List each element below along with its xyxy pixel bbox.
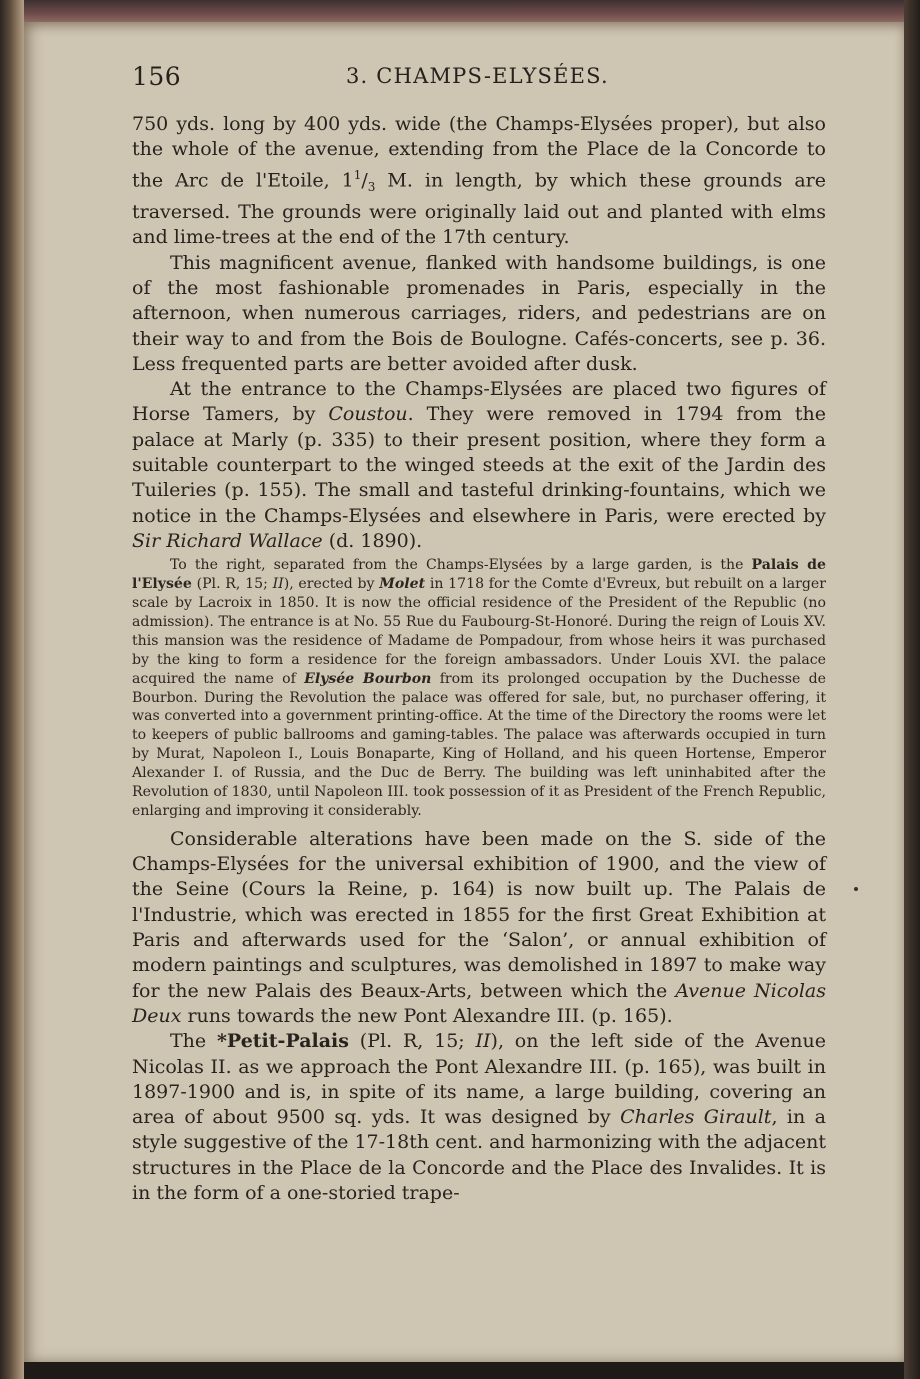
page-header [132,62,832,96]
fraction-denominator: 3 [367,179,376,194]
book-top-edge [24,0,904,22]
architect-molet: Molet [379,576,426,593]
book-spine-edge [0,0,24,1379]
architect-girault: Charles Girault [620,1106,772,1129]
margin-mark [854,887,858,891]
elysee-bourbon: Elysée Bourbon [304,670,432,687]
body-text [132,112,826,1206]
paragraph-1: 750 yds. long by 400 yds. wide (the Champs-Elysées proper), but also the whole of the avenue, extending from the Place de la Concorde to the Arc de l'Etoile, $1^1/_3$ M. in length, by which these grounds are traversed. The grounds were originally laid out and planted with elms and lime-trees at the end of the 17th century. [132,113,826,249]
small-print-note: To the right, separated from the Champs-Elysées by a large garden, is the Palais de l'Elysée (Pl. R, 15; II), erected by Molet in 1718 for the Comte d'Evreux, but rebuilt on a larger scale by Lacroix in 1850. It is now the official residence of the President of the Republic (no admission). The entrance is at No. 55 Rue du Faubourg-St-Honoré. During the reign of Louis XV. this mansion was the residence of Madame de Pompadour, from whose heirs it was purchased by the king to form a residence for the foreign ambassadors. Under Louis XVI. the palace acquired the name of Elysée Bourbon from its prolonged occupation by the Duchesse de Bourbon. During the Revolution the palace was offered for sale, but, no purchaser offering, it was converted into a government printing-office. At the time of the Directory the rooms were let to keepers of public ballrooms and gaming-tables. The palace was afterwards occupied in turn by Murat, Napoleon I., Louis Bonaparte, King of Holland, and his queen Hortense, Emperor Alexander I. of Russia, and the Duc de Berry. The building was left uninhabited after the Revolution of 1830, until Napoleon III. took possession of it as President of the French Republic, enlarging and improving it considerably. [132,557,827,819]
palais-elysee: Palais de l'Elysée [132,557,827,593]
name-wallace: Sir Richard Wallace [132,529,323,552]
running-title: 3. CHAMPS-ELYSÉES. [346,64,609,88]
paragraph-2: This magnificent avenue, flanked with handsome buildings, is one of the most fashionable promenades in Paris, especially in the afternoon, when numerous carriages, riders, and pedestrians are on their way to and from the Bois de Boulogne. Cafés-concerts, see p. 36. Less frequented parts are better avoided after dusk. [132,251,826,375]
paragraph-4: Considerable alterations have been made on the S. side of the Champs-Elysées for the universal exhibition of 1900, and the view of the Seine (Cours la Reine, p. 164) is now built up. The Palais de l'Industrie, which was erected in 1855 for the first Great Exhibition at Paris and afterwards used for the ‘Salon’, or annual exhibition of modern paintings and sculptures, was demolished in 1897 to make way for the new Palais des Beaux-Arts, between which the Avenue Nicolas Deux runs towards the new Pont Alexandre III. (p. 165). [132,827,826,1027]
book-right-edge [904,0,920,1379]
artist-coustou: Coustou [328,403,408,426]
petit-palais: *Petit-Palais [216,1030,349,1053]
paragraph-3: At the entrance to the Champs-Elysées are placed two figures of Horse Tamers, by Coustou. They were removed in 1794 from the palace at Marly (p. 335) to their present position, where they form a suitable counterpart to the winged steeds at the exit of the Jardin des Tuileries (p. 155). The small and tasteful drinking-fountains, which we notice in the Champs-Elysées and elsewhere in Paris, were erected by Sir Richard Wallace (d. 1890). [132,378,826,552]
paragraph-5: The *Petit-Palais (Pl. R, 15; II), on the left side of the Avenue Nicolas II. as we approach the Pont Alexandre III. (p. 165), was built in 1897-1900 and is, in spite of its name, a large building, covering an area of about 9500 sq. yds. It was designed by Charles Girault, in a style suggestive of the 17-18th cent. and harmonizing with the adjacent structures in the Place de la Concorde and the Place des Invalides. It is in the form of a one-storied trape- [132,1030,827,1205]
page-paper [24,22,904,1362]
fraction-numerator: 1 [353,167,362,182]
avenue-nicolas-deux: Avenue Nicolas Deux [132,979,826,1027]
page-number: 156 [132,62,182,91]
